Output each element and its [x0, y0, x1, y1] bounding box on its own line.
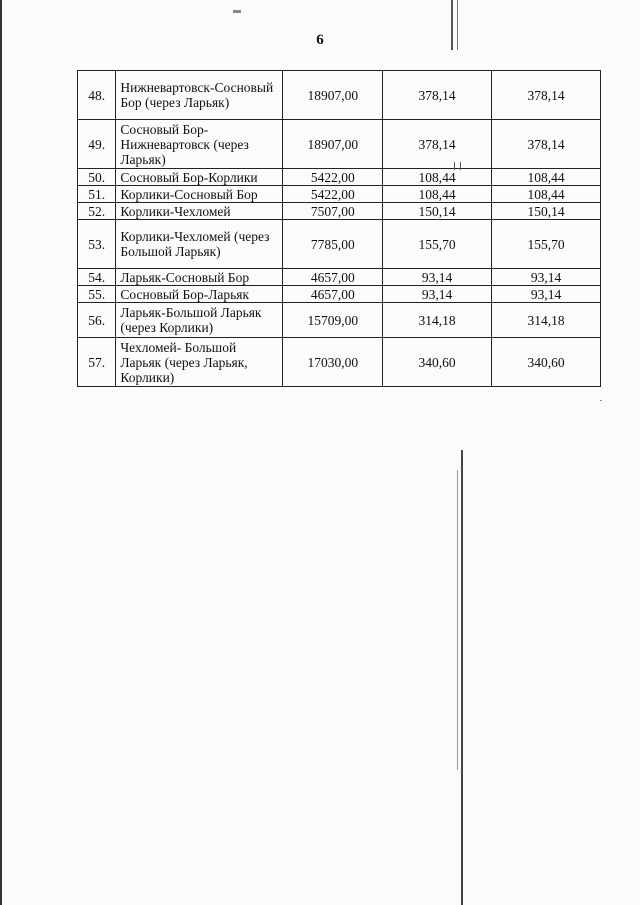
table-row — [78, 203, 601, 220]
table-row — [78, 269, 601, 286]
value-a: 108,44 — [383, 169, 492, 186]
table-row — [78, 286, 601, 303]
route-name: Корлики-Сосновый Бор — [116, 186, 283, 203]
distance-value: 7507,00 — [283, 203, 383, 220]
row-number: 57. — [78, 338, 116, 387]
value-a: 378,14 — [383, 120, 492, 169]
table-row — [78, 220, 601, 269]
row-number: 52. — [78, 203, 116, 220]
row-number: 49. — [78, 120, 116, 169]
scan-artifact-line — [451, 0, 453, 50]
value-b: 378,14 — [492, 71, 601, 120]
value-a: 155,70 — [383, 220, 492, 269]
scan-artifact-line — [0, 0, 2, 905]
value-b: 108,44 — [492, 186, 601, 203]
distance-value: 7785,00 — [283, 220, 383, 269]
page-number: 6 — [316, 32, 324, 48]
routes-table — [77, 70, 601, 387]
value-b: 108,44 — [492, 169, 601, 186]
route-name: Сосновый Бор-Ларьяк — [116, 286, 283, 303]
route-name: Корлики-Чехломей (через Большой Ларьяк) — [116, 220, 283, 269]
row-number: 56. — [78, 303, 116, 338]
row-number: 55. — [78, 286, 116, 303]
scan-artifact-line — [457, 0, 458, 50]
table-row — [78, 120, 601, 169]
value-b: 155,70 — [492, 220, 601, 269]
row-number: 53. — [78, 220, 116, 269]
row-number: 50. — [78, 169, 116, 186]
table-row — [78, 186, 601, 203]
value-b: 150,14 — [492, 203, 601, 220]
distance-value: 4657,00 — [283, 286, 383, 303]
route-name: Сосновый Бор-Корлики — [116, 169, 283, 186]
route-name: Сосновый Бор-Нижневартовск (через Ларьяк) — [116, 120, 283, 169]
row-number: 54. — [78, 269, 116, 286]
row-number: 51. — [78, 186, 116, 203]
scan-artifact-line — [457, 470, 458, 770]
value-b: 93,14 — [492, 269, 601, 286]
scan-speck — [460, 162, 461, 170]
table-row — [78, 71, 601, 120]
value-a: 93,14 — [383, 286, 492, 303]
distance-value: 18907,00 — [283, 71, 383, 120]
route-name: Ларьяк-Большой Ларьяк (через Корлики) — [116, 303, 283, 338]
table-row — [78, 338, 601, 387]
route-name: Нижневартовск-Сосновый Бор (через Ларьяк) — [116, 71, 283, 120]
scan-speck — [600, 400, 602, 401]
route-name: Ларьяк-Сосновый Бор — [116, 269, 283, 286]
value-b: 378,14 — [492, 120, 601, 169]
value-b: 93,14 — [492, 286, 601, 303]
scan-artifact-line — [461, 450, 463, 905]
route-name: Корлики-Чехломей — [116, 203, 283, 220]
value-b: 340,60 — [492, 338, 601, 387]
distance-value: 5422,00 — [283, 169, 383, 186]
value-a: 150,14 — [383, 203, 492, 220]
value-a: 93,14 — [383, 269, 492, 286]
row-number: 48. — [78, 71, 116, 120]
distance-value: 17030,00 — [283, 338, 383, 387]
distance-value: 4657,00 — [283, 269, 383, 286]
value-a: 340,60 — [383, 338, 492, 387]
distance-value: 18907,00 — [283, 120, 383, 169]
value-a: 314,18 — [383, 303, 492, 338]
value-a: 378,14 — [383, 71, 492, 120]
table-row — [78, 303, 601, 338]
distance-value: 15709,00 — [283, 303, 383, 338]
route-name: Чехломей- Большой Ларьяк (через Ларьяк, Корлики) — [116, 338, 283, 387]
table-row — [78, 169, 601, 186]
distance-value: 5422,00 — [283, 186, 383, 203]
value-b: 314,18 — [492, 303, 601, 338]
scan-speck — [454, 162, 455, 170]
scan-speck — [233, 10, 241, 13]
value-a: 108,44 — [383, 186, 492, 203]
